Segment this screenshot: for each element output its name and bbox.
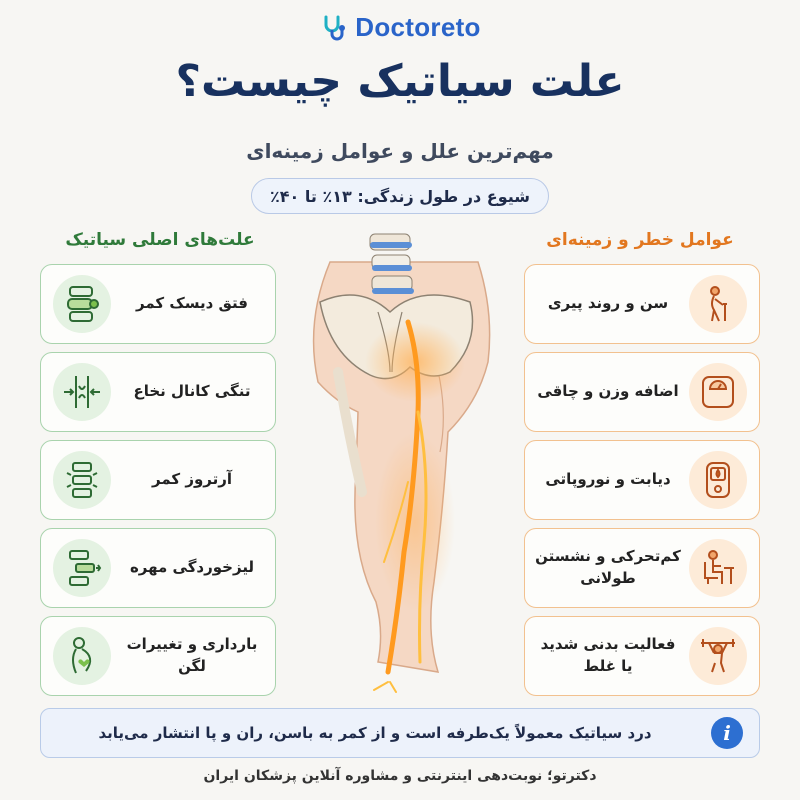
- cause-label: تنگی کانال نخاع: [133, 382, 251, 401]
- cause-label: لیزخوردگی مهره: [129, 558, 255, 577]
- spinal-stenosis-icon: [62, 372, 102, 412]
- risk-factor-label: دیابت و نوروپاتی: [545, 470, 671, 489]
- weight-scale-icon: [698, 372, 738, 412]
- causes-title: علت‌های اصلی سیاتیک: [65, 230, 255, 250]
- risk-factor-card: [524, 264, 760, 344]
- cause-card: [40, 440, 276, 520]
- cause-card: [40, 352, 276, 432]
- cause-label: فتق دیسک کمر: [136, 294, 248, 313]
- risk-factor-label: اضافه وزن و چاقی: [537, 382, 679, 401]
- cause-card: [40, 264, 276, 344]
- cause-card: [40, 616, 276, 696]
- spine-arthritis-icon: [62, 460, 102, 500]
- elderly-person-icon: [698, 284, 738, 324]
- weightlifter-icon: [698, 636, 738, 676]
- sitting-person-icon: [698, 548, 738, 588]
- spondylolisthesis-icon: [62, 548, 102, 588]
- page-title: علت سیاتیک چیست؟: [175, 56, 625, 107]
- risk-factor-card: [524, 528, 760, 608]
- risk-factor-card: [524, 440, 760, 520]
- sciatic-nerve-leg-illustration: [290, 222, 510, 702]
- cause-label: بارداری و تغییرات لگن: [126, 635, 258, 675]
- info-bar: [40, 708, 760, 758]
- info-text: درد سیاتیک معمولاً یک‌طرفه است و از کمر به باسن، ران و پا انتشار می‌یابد: [98, 724, 652, 742]
- brand-name: Doctoreto: [355, 12, 481, 42]
- risk-factor-card: [524, 616, 760, 696]
- risk-factor-label: کم‌تحرکی و نشستن طولانی: [535, 547, 681, 587]
- risk-factors-title: عوامل خطر و زمینه‌ای: [546, 230, 734, 250]
- page-subtitle: مهم‌ترین علل و عوامل زمینه‌ای: [246, 139, 554, 163]
- cause-card: [40, 528, 276, 608]
- pregnancy-icon: [62, 636, 102, 676]
- glucose-meter-icon: [698, 460, 738, 500]
- risk-factor-label: سن و روند پیری: [547, 294, 669, 313]
- risk-factor-label: فعالیت بدنی شدید یا غلط: [540, 635, 676, 675]
- info-icon: i: [711, 717, 743, 749]
- risk-factor-card: [524, 352, 760, 432]
- prevalence-badge: شیوع در طول زندگی: ۱۳٪ تا ۴۰٪: [251, 178, 549, 214]
- cause-label: آرتروز کمر: [151, 470, 233, 489]
- brand-logo: [0, 12, 800, 43]
- stethoscope-icon: [319, 13, 349, 43]
- herniated-disc-icon: [62, 284, 102, 324]
- footer-text: دکترتو؛ نوبت‌دهی اینترنتی و مشاوره آنلاین پزشکان ایران: [203, 768, 597, 784]
